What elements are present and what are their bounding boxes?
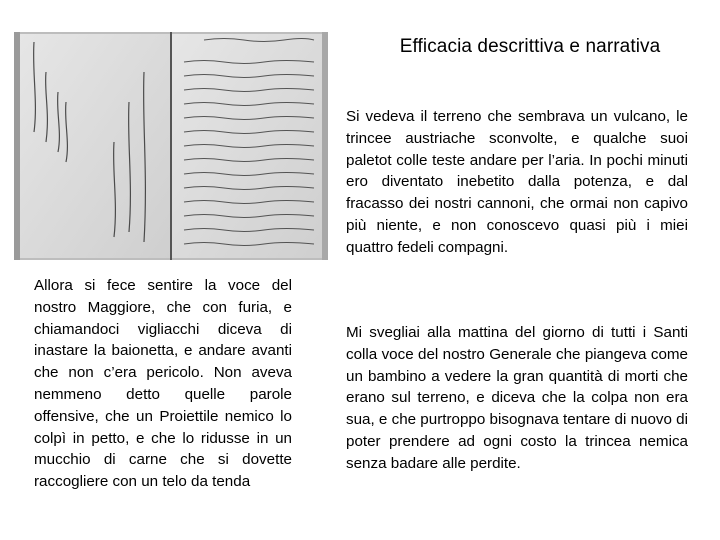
- paragraph-volcano: Si vedeva il terreno che sembrava un vulcano, le trincee austriache sconvolte, e qualche suoi paletot colle teste andare per l’aria. In pochi minuti ero diventato inebetito dalla potenza, e dal fracasso dei nostri cannoni, che ormai non capivo più niente, e non conoscevo quasi più i miei quattro fedeli compagni.: [346, 108, 688, 256]
- paragraph-major: Allora si fece sentire la voce del nostro Maggiore, che con furia, e chiamandoci vigliacchi diceva di inastare la baionetta, e andare avanti che non c’era pericolo. Non aveva nemmeno detto quelle parole offensive, che un Proiettile nemico lo colpì in petto, e che lo ridusse in un mucchio di carne che si dovette raccogliere con un telo da tenda: [34, 277, 292, 491]
- slide-title: Efficacia descrittiva e narrativa: [399, 36, 661, 57]
- diary-notebook-photo: [14, 32, 328, 260]
- paragraph-general: Mi svegliai alla mattina del giorno di tutti i Santi colla voce del nostro Generale che piangeva come un bambino a vedere la gran quantità di morti che erano sul terreno, e diceva che la colpa non era sua, e che purtroppo bisognava tentare di nuovo di poter prendere ad ogni costo la trincea nemica senza badare alle perdite.: [346, 324, 688, 472]
